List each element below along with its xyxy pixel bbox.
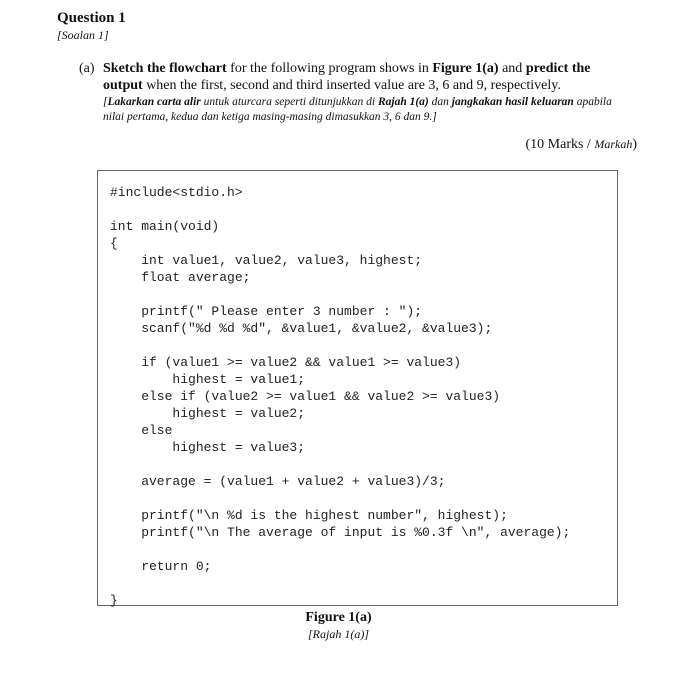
- marks-suffix: ): [632, 137, 637, 152]
- code-line: scanf("%d %d %d", &value1, &value2, &value3);: [110, 321, 493, 336]
- code-line: printf("\n %d is the highest number", highest);: [110, 508, 508, 523]
- code-figure-box: [97, 170, 618, 606]
- code-line: [110, 337, 570, 354]
- text-segment: for the following program shows in: [226, 61, 433, 76]
- text-segment: Lakarkan carta alir: [107, 96, 201, 108]
- code-line: int main(void): [110, 219, 220, 234]
- code-line: [110, 541, 570, 558]
- question-subtitle: [Soalan 1]: [57, 28, 109, 42]
- text-segment: Rajah 1(a): [377, 96, 429, 108]
- marks-allocation: [526, 137, 638, 153]
- text-segment: and: [498, 61, 526, 76]
- text-segment: predict the output: [103, 61, 591, 93]
- marks-malay: Markah: [594, 137, 633, 151]
- text-segment: apabila nilai pertama, kedua dan ketiga masing-masing dimasukkan 3, 6 dan 9.]: [103, 96, 612, 123]
- text-segment: dan: [428, 96, 452, 108]
- text-segment: jangkakan hasil keluaran: [451, 96, 574, 108]
- text-segment: when the first, second and third inserted value are 3, 6 and 9, respectively.: [142, 78, 561, 93]
- code-line: float average;: [110, 270, 251, 285]
- code-line: [110, 575, 570, 592]
- code-line: }: [110, 593, 118, 608]
- marks-prefix: (10 Marks /: [525, 137, 595, 152]
- code-line: if (value1 >= value2 && value1 >= value3): [110, 355, 462, 370]
- part-a-body: [103, 60, 633, 125]
- code-line: #include<stdio.h>: [110, 185, 243, 200]
- code-line: [110, 490, 570, 507]
- code-line: [110, 456, 570, 473]
- code-line: highest = value3;: [110, 440, 306, 455]
- code-line: {: [110, 236, 118, 251]
- text-segment: [: [103, 96, 108, 108]
- question-text-english: [103, 60, 633, 94]
- code-line: average = (value1 + value2 + value3)/3;: [110, 474, 446, 489]
- text-segment: Figure 1(a): [432, 61, 499, 76]
- part-label: (a): [79, 61, 95, 76]
- question-text-malay: [103, 95, 633, 125]
- figure-caption: Figure 1(a): [305, 610, 372, 625]
- text-segment: untuk aturcara seperti ditunjukkan di: [200, 96, 378, 108]
- question-title: Question 1: [57, 10, 126, 26]
- figure-caption-malay: [Rajah 1(a)]: [308, 627, 369, 641]
- text-segment: Sketch the flowchart: [103, 61, 227, 76]
- code-line: return 0;: [110, 559, 212, 574]
- code-line: highest = value2;: [110, 406, 306, 421]
- code-line: int value1, value2, value3, highest;: [110, 253, 423, 268]
- code-line: else if (value2 >= value1 && value2 >= value3): [110, 389, 501, 404]
- code-line: [110, 286, 570, 303]
- code-line: else: [110, 423, 173, 438]
- code-line: printf("\n The average of input is %0.3f \n", average);: [110, 525, 571, 540]
- code-line: printf(" Please enter 3 number : ");: [110, 304, 423, 319]
- code-line: [110, 201, 570, 218]
- code-listing: [110, 184, 570, 609]
- code-line: highest = value1;: [110, 372, 306, 387]
